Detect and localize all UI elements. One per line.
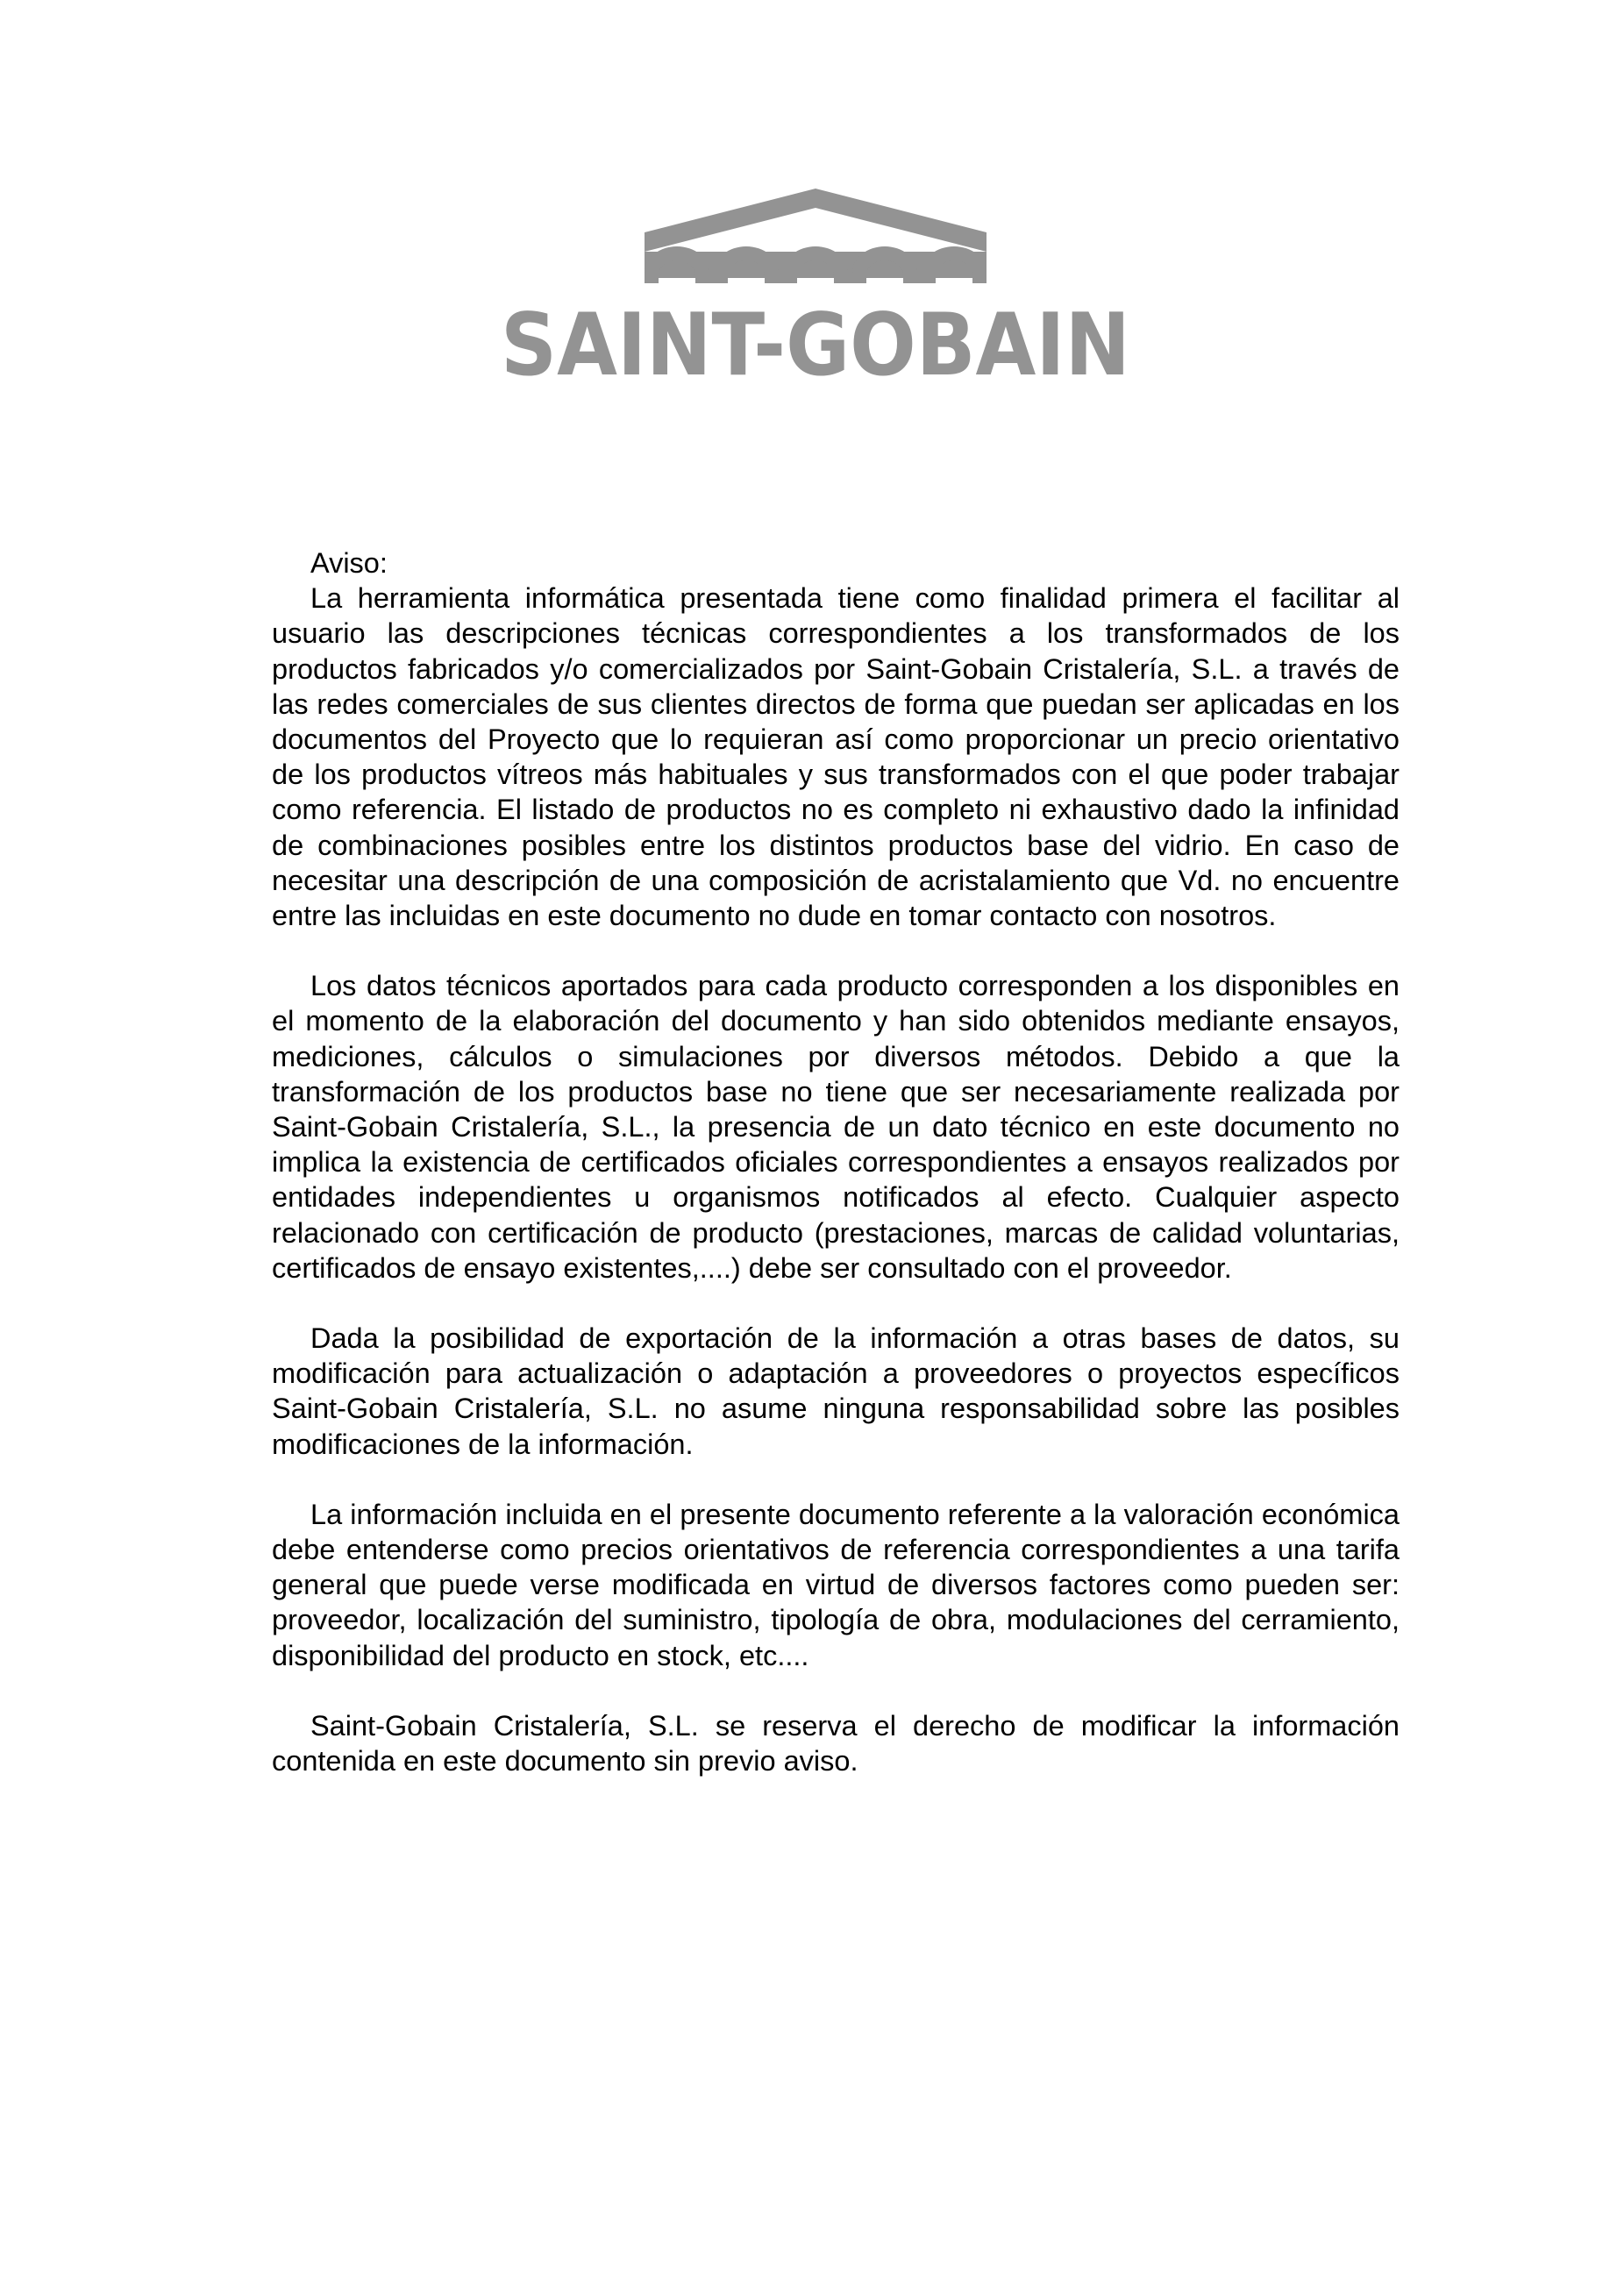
company-logo xyxy=(500,189,1131,381)
notice-paragraph: La información incluida en el presente documento referente a la valoración económica debe entenderse como precios orientativos de referencia correspondientes a una tarifa general que puede verse modificada en virtud de diversos factores como pueden ser: proveedor, localización del suministro, tipología de obra, modulaciones del cerramiento, disponibilidad del producto en stock, etc.... xyxy=(272,1498,1400,1671)
notice-paragraph: Saint-Gobain Cristalería, S.L. se reserva el derecho de modificar la información contenida en este documento sin previo aviso. xyxy=(272,1709,1400,1778)
arches-icon xyxy=(645,189,987,283)
logo-wordmark: SAINT-GOBAIN xyxy=(501,296,1130,381)
notice-paragraph: La herramienta informática presentada tiene como finalidad primera el facilitar al usuario las descripciones técnicas correspondientes a los transformados de los productos fabricados y/o comercializados por Saint-Gobain Cristalería, S.L. a través de las redes comerciales de sus clientes directos de forma que puedan ser aplicadas en los documentos del Proyecto que lo requieran así como proporcionar un precio orientativo de los productos vítreos más habituales y sus transformados con el que poder trabajar como referencia. El listado de productos no es completo ni exhaustivo dado la infinidad de combinaciones posibles entre los distintos productos base del vidrio. En caso de necesitar una descripción de una composición de acristalamiento que Vd. no encuentre entre las incluidas en este documento no dude en tomar contacto con nosotros. xyxy=(272,582,1400,932)
notice-paragraph: Los datos técnicos aportados para cada producto corresponden a los disponibles en el momento de la elaboración del documento y han sido obtenidos mediante ensayos, mediciones, cálculos o simulaciones por diversos métodos. Debido a que la transformación de los productos base no tiene que ser necesariamente realizada por Saint-Gobain Cristalería, S.L., la presencia de un dato técnico en este documento no implica la existencia de certificados oficiales correspondientes a ensayos realizados por entidades independientes u organismos notificados al efecto. Cualquier aspecto relacionado con certificación de producto (prestaciones, marcas de calidad voluntarias, certificados de ensayo existentes,....) debe ser consultado con el proveedor. xyxy=(272,970,1400,1284)
notice-paragraph: Dada la posibilidad de exportación de la información a otras bases de datos, su modificación para actualización o adaptación a proveedores o proyectos específicos Saint-Gobain Cristalería, S.L. no asume ninguna responsabilidad sobre las posibles modificaciones de la información. xyxy=(272,1322,1400,1460)
notice-heading: Aviso: xyxy=(310,547,388,579)
notice-body xyxy=(272,545,1400,1813)
